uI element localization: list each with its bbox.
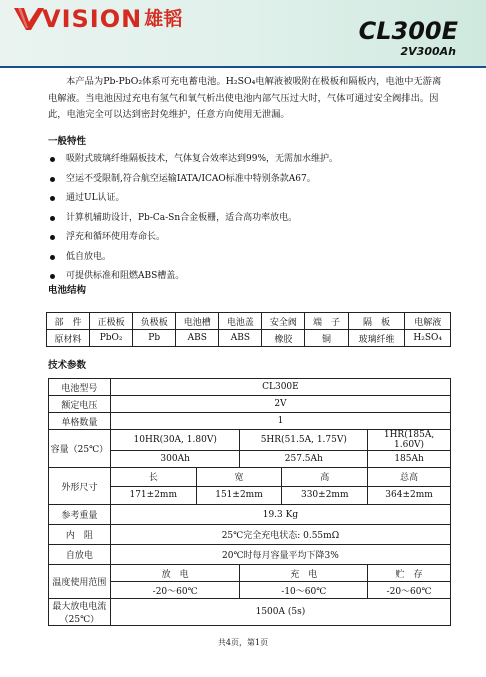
spec-row (49, 396, 451, 413)
spec-row (49, 545, 451, 565)
spec-row (49, 525, 451, 545)
spec-value: -10～60℃ (240, 582, 368, 599)
structure-title: 电池结构 (48, 285, 87, 296)
logo-v-icon (14, 6, 44, 32)
table-cell: 电池槽 (176, 313, 219, 330)
spec-value: -20～60℃ (368, 582, 451, 599)
spec-value: 171±2mm (110, 486, 196, 505)
table-cell: 电池盖 (219, 313, 262, 330)
spec-value: 257.5Ah (240, 451, 368, 468)
spec-row (49, 468, 451, 487)
spec-label: 最大放电电流（25℃） (49, 599, 111, 626)
spec-table (48, 378, 451, 626)
logo-text: VISION (42, 5, 143, 33)
table-cell: 铜 (305, 330, 348, 347)
header-divider (0, 66, 486, 68)
spec-value: 25℃完全充电状态: 0.55mΩ (110, 525, 450, 545)
spec-value: 185Ah (368, 451, 451, 468)
table-cell: 正极板 (90, 313, 133, 330)
spec-row (49, 379, 451, 396)
spec-label: 参考重量 (49, 505, 111, 525)
page-footer: 共4页，第1页 (217, 638, 269, 647)
spec-value: 20℃时每月容量平均下降3% (110, 545, 450, 565)
spec-value: 1500A (5s) (110, 599, 450, 626)
table-cell: 隔 板 (348, 313, 405, 330)
structure-materials-row (47, 330, 451, 347)
table-cell: ABS (219, 330, 262, 347)
feature-item: 空运不受限制,符合航空运输IATA/ICAO标准中特别条款A67。 (48, 170, 448, 190)
table-cell: 原材料 (47, 330, 90, 347)
feature-item: 低自放电。 (48, 248, 448, 268)
spec-title: 技术参数 (48, 360, 87, 371)
spec-value: 364±2mm (368, 486, 451, 505)
features-list (48, 150, 448, 287)
spec-value: CL300E (110, 379, 450, 396)
model-subtitle: 2V300Ah (400, 45, 456, 58)
table-cell: PbO₂ (90, 330, 133, 347)
features-title: 一般特性 (48, 136, 87, 147)
page-header (0, 0, 486, 66)
spec-value: 19.3 Kg (110, 505, 450, 525)
feature-item: 计算机辅助设计，Pb-Ca-Sn合金板栅，适合高功率放电。 (48, 209, 448, 229)
spec-label: 外形尺寸 (49, 468, 111, 505)
intro-paragraph: 本产品为Pb-PbO₂体系可充电蓄电池。H₂SO₄电解液被吸附在极板和隔板内，电池中无游离电解液。当电池因过充电有氢气和氧气析出使电池内部气压过大时，气体可通过安全阀排出。因此，电池完全可以达到密封免维护，任意方向使用无泄漏。 (48, 76, 442, 120)
spec-value: 总高 (368, 468, 451, 487)
spec-value: 长 (110, 468, 196, 487)
spec-row (49, 413, 451, 430)
spec-value: 放 电 (110, 565, 240, 582)
spec-label: 电池型号 (49, 379, 111, 396)
table-cell: 玻璃纤维 (348, 330, 405, 347)
spec-value: 151±2mm (196, 486, 282, 505)
logo-cn-text: 雄韬 (144, 8, 183, 30)
spec-value: 330±2mm (282, 486, 368, 505)
brand-logo (14, 6, 182, 32)
feature-item: 可提供标准和阻燃ABS槽盖。 (48, 267, 448, 287)
structure-parts-row (47, 313, 451, 330)
spec-value: 高 (282, 468, 368, 487)
table-cell: 部 件 (47, 313, 90, 330)
spec-value: 1HR(185A, 1.60V) (368, 430, 451, 451)
table-cell: ABS (176, 330, 219, 347)
spec-value: 充 电 (240, 565, 368, 582)
spec-value: 宽 (196, 468, 282, 487)
table-cell: 端 子 (305, 313, 348, 330)
table-cell: 橡胶 (262, 330, 305, 347)
table-cell: Pb (133, 330, 176, 347)
spec-label: 单格数量 (49, 413, 111, 430)
spec-row (49, 505, 451, 525)
spec-value: -20～60℃ (110, 582, 240, 599)
spec-row (49, 599, 451, 626)
table-cell: 安全阀 (262, 313, 305, 330)
spec-label: 额定电压 (49, 396, 111, 413)
feature-item: 吸附式玻璃纤维隔板技术，气体复合效率达到99%，无需加水维护。 (48, 150, 448, 170)
spec-row (49, 565, 451, 582)
table-cell: 电解液 (405, 313, 451, 330)
spec-label: 内 阻 (49, 525, 111, 545)
spec-value: 贮 存 (368, 565, 451, 582)
spec-value: 2V (110, 396, 450, 413)
spec-row (49, 430, 451, 451)
model-title: CL300E (358, 17, 458, 45)
spec-label: 自放电 (49, 545, 111, 565)
spec-value: 5HR(51.5A, 1.75V) (240, 430, 368, 451)
feature-item: 浮充和循环使用寿命长。 (48, 228, 448, 248)
structure-table (46, 312, 451, 347)
feature-item: 通过UL认证。 (48, 189, 448, 209)
spec-value: 10HR(30A, 1.80V) (110, 430, 240, 451)
table-cell: H₂SO₄ (405, 330, 451, 347)
table-cell: 负极板 (133, 313, 176, 330)
spec-label: 容量（25℃） (49, 430, 111, 468)
spec-value: 1 (110, 413, 450, 430)
spec-label: 温度使用范围 (49, 565, 111, 599)
spec-value: 300Ah (110, 451, 240, 468)
